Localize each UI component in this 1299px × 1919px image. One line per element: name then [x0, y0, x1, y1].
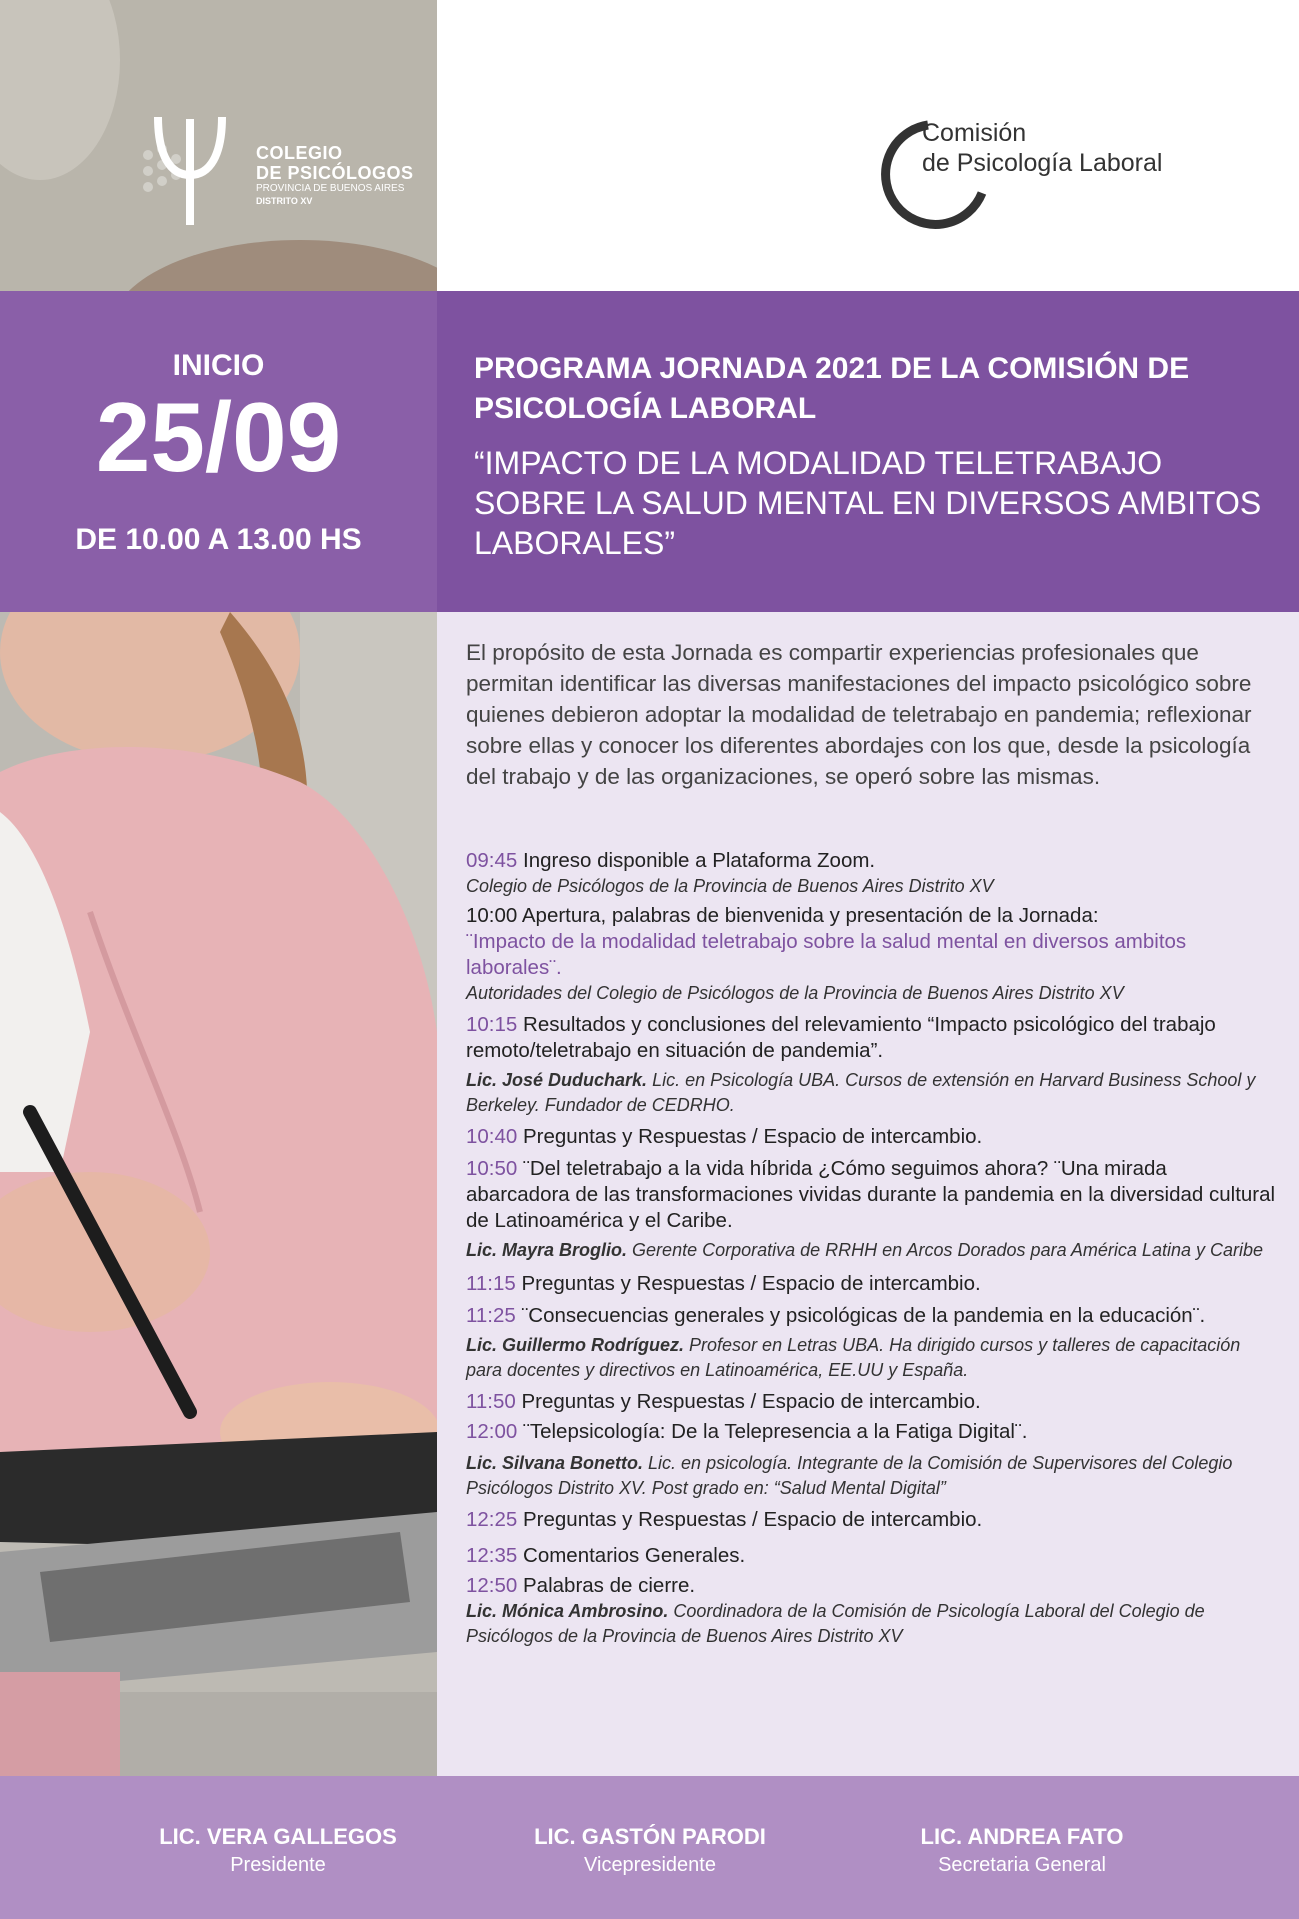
- signer-name: LIC. GASTÓN PARODI: [534, 1824, 766, 1849]
- schedule-item: [466, 1124, 1276, 1150]
- item-time: 12:50: [466, 1574, 518, 1597]
- schedule-item: [466, 1012, 1276, 1118]
- signature-secretary: [852, 1824, 1192, 1877]
- psi-icon: [140, 115, 240, 235]
- speaker-name: Lic. Mayra Broglio.: [466, 1240, 628, 1260]
- schedule-item: [466, 848, 1276, 899]
- logo-line-4: DISTRITO XV: [256, 196, 313, 206]
- item-speaker: Lic. en Psicología UBA. Cursos de extensión en Harvard Business School y Berkeley. Fundador de CEDRHO.: [466, 1070, 1256, 1115]
- speaker-name: Lic. Mónica Ambrosino.: [466, 1601, 669, 1621]
- speaker-name: Lic. Guillermo Rodríguez.: [466, 1335, 685, 1355]
- schedule-list: [466, 848, 1276, 1649]
- item-text: Resultados y conclusiones del relevamiento “Impacto psicológico del trabajo remoto/teletrabajo en situación de pandemia”.: [466, 1013, 1216, 1062]
- item-text: Ingreso disponible a Plataforma Zoom.: [517, 849, 876, 872]
- colegio-logo: [130, 115, 430, 245]
- comision-logo: [870, 115, 1210, 235]
- signer-name: LIC. ANDREA FATO: [920, 1824, 1124, 1849]
- signer-role: Presidente: [230, 1854, 326, 1876]
- schedule-item: [466, 1543, 1276, 1569]
- woman-photo: [0, 612, 437, 1776]
- signer-role: Secretaria General: [938, 1854, 1106, 1876]
- program-content: [437, 612, 1299, 1776]
- schedule-item: [466, 903, 1276, 1006]
- item-speaker: Autoridades del Colegio de Psicólogos de la Provincia de Buenos Aires Distrito XV: [466, 983, 1124, 1003]
- item-time: 10:15: [466, 1013, 518, 1036]
- schedule-item: [466, 1156, 1276, 1263]
- signer-name: LIC. VERA GALLEGOS: [159, 1824, 397, 1849]
- program-title: PROGRAMA JORNADA 2021 DE LA COMISIÓN DE PSICOLOGÍA LABORAL: [474, 352, 1190, 425]
- schedule-item: [466, 1419, 1276, 1501]
- item-text: Apertura, palabras de bienvenida y presentación de la Jornada:: [517, 904, 1099, 927]
- hours: DE 10.00 A 13.00 HS: [75, 523, 362, 556]
- schedule-item: [466, 1303, 1276, 1383]
- item-speaker: Colegio de Psicólogos de la Provincia de Buenos Aires Distrito XV: [466, 876, 994, 896]
- start-label: INICIO: [172, 349, 265, 382]
- schedule-item: [466, 1507, 1276, 1533]
- schedule-item: [466, 1389, 1276, 1415]
- item-time: 09:45: [466, 849, 518, 872]
- item-text: Preguntas y Respuestas / Espacio de intercambio.: [517, 1125, 983, 1148]
- item-time: 12:00: [466, 1420, 518, 1443]
- schedule-item: [466, 1271, 1276, 1297]
- item-speaker: Gerente Corporativa de RRHH en Arcos Dorados para América Latina y Caribe: [627, 1240, 1263, 1260]
- logo-line-2: DE PSICÓLOGOS: [256, 163, 414, 183]
- schedule-item: [466, 1573, 1276, 1649]
- item-text: Preguntas y Respuestas / Espacio de intercambio.: [517, 1508, 983, 1531]
- item-text: ¨Del teletrabajo a la vida híbrida ¿Cómo seguimos ahora? ¨Una mirada abarcadora de las transformaciones vividas durante la pandemia en la diversidad cultural de Latinoamérica y el Caribe.: [466, 1157, 1276, 1232]
- item-time: 11:15: [466, 1272, 516, 1295]
- signature-president: [108, 1824, 448, 1877]
- item-speaker: Profesor en Letras UBA. Ha dirigido cursos y talleres de capacitación para docentes y directivos en Latinoamérica, EE.UU y España.: [466, 1335, 1241, 1380]
- signer-role: Vicepresidente: [584, 1854, 716, 1876]
- item-time: 10:00: [466, 904, 518, 927]
- item-time: 10:50: [466, 1157, 518, 1180]
- comision-line-1: Comisión: [922, 119, 1027, 147]
- item-text: ¨Telepsicología: De la Telepresencia a la Fatiga Digital¨.: [517, 1420, 1028, 1443]
- item-text: Preguntas y Respuestas / Espacio de intercambio.: [515, 1272, 981, 1295]
- intro-paragraph: El propósito de esta Jornada es compartir experiencias profesionales que permitan identificar las diversas manifestaciones del impacto psicológico sobre quienes debieron adoptar la modalidad de teletrabajo en pandemia; reflexionar sobre ellas y conocer los diferentes abordajes con los que, desde la psicología del trabajo y de las organizaciones, se operó sobre las mismas.: [466, 640, 1252, 789]
- date-panel: [0, 291, 437, 612]
- header-photo: [0, 0, 437, 291]
- item-text: Palabras de cierre.: [517, 1574, 696, 1597]
- item-text: Preguntas y Respuestas / Espacio de intercambio.: [515, 1390, 981, 1413]
- item-speaker: Coordinadora de la Comisión de Psicología Laboral del Colegio de Psicólogos de la Provincia de Buenos Aires Distrito XV: [466, 1601, 1205, 1646]
- item-text: Comentarios Generales.: [517, 1544, 746, 1567]
- photo-illustration: [0, 612, 437, 1776]
- program-panel: [437, 291, 1299, 612]
- item-time: 12:35: [466, 1544, 518, 1567]
- footer-signatures: [0, 1776, 1299, 1919]
- start-date: 25/09: [95, 382, 342, 492]
- signature-vicepresident: [480, 1824, 820, 1877]
- item-speaker: Lic. en psicología. Integrante de la Comisión de Supervisores del Colegio Psicólogos Distrito XV. Post grado en: “Salud Mental Digital”: [466, 1453, 1233, 1498]
- speaker-name: Lic. Silvana Bonetto.: [466, 1453, 644, 1473]
- item-title: ¨Impacto de la modalidad teletrabajo sobre la salud mental en diversos ambitos laborales¨.: [466, 930, 1187, 979]
- logo-line-1: COLEGIO: [256, 143, 343, 163]
- item-time: 12:25: [466, 1508, 518, 1531]
- program-subtitle: “IMPACTO DE LA MODALIDAD TELETRABAJO SOBRE LA SALUD MENTAL EN DIVERSOS AMBITOS LABORALES”: [474, 445, 1262, 561]
- item-time: 11:25: [466, 1304, 516, 1327]
- item-time: 10:40: [466, 1125, 518, 1148]
- item-time: 11:50: [466, 1390, 516, 1413]
- speaker-name: Lic. José Duduchark.: [466, 1070, 648, 1090]
- item-text: ¨Consecuencias generales y psicológicas de la pandemia en la educación¨.: [515, 1304, 1206, 1327]
- logo-line-3: PROVINCIA DE BUENOS AIRES: [256, 183, 405, 194]
- comision-line-2: de Psicología Laboral: [922, 149, 1163, 177]
